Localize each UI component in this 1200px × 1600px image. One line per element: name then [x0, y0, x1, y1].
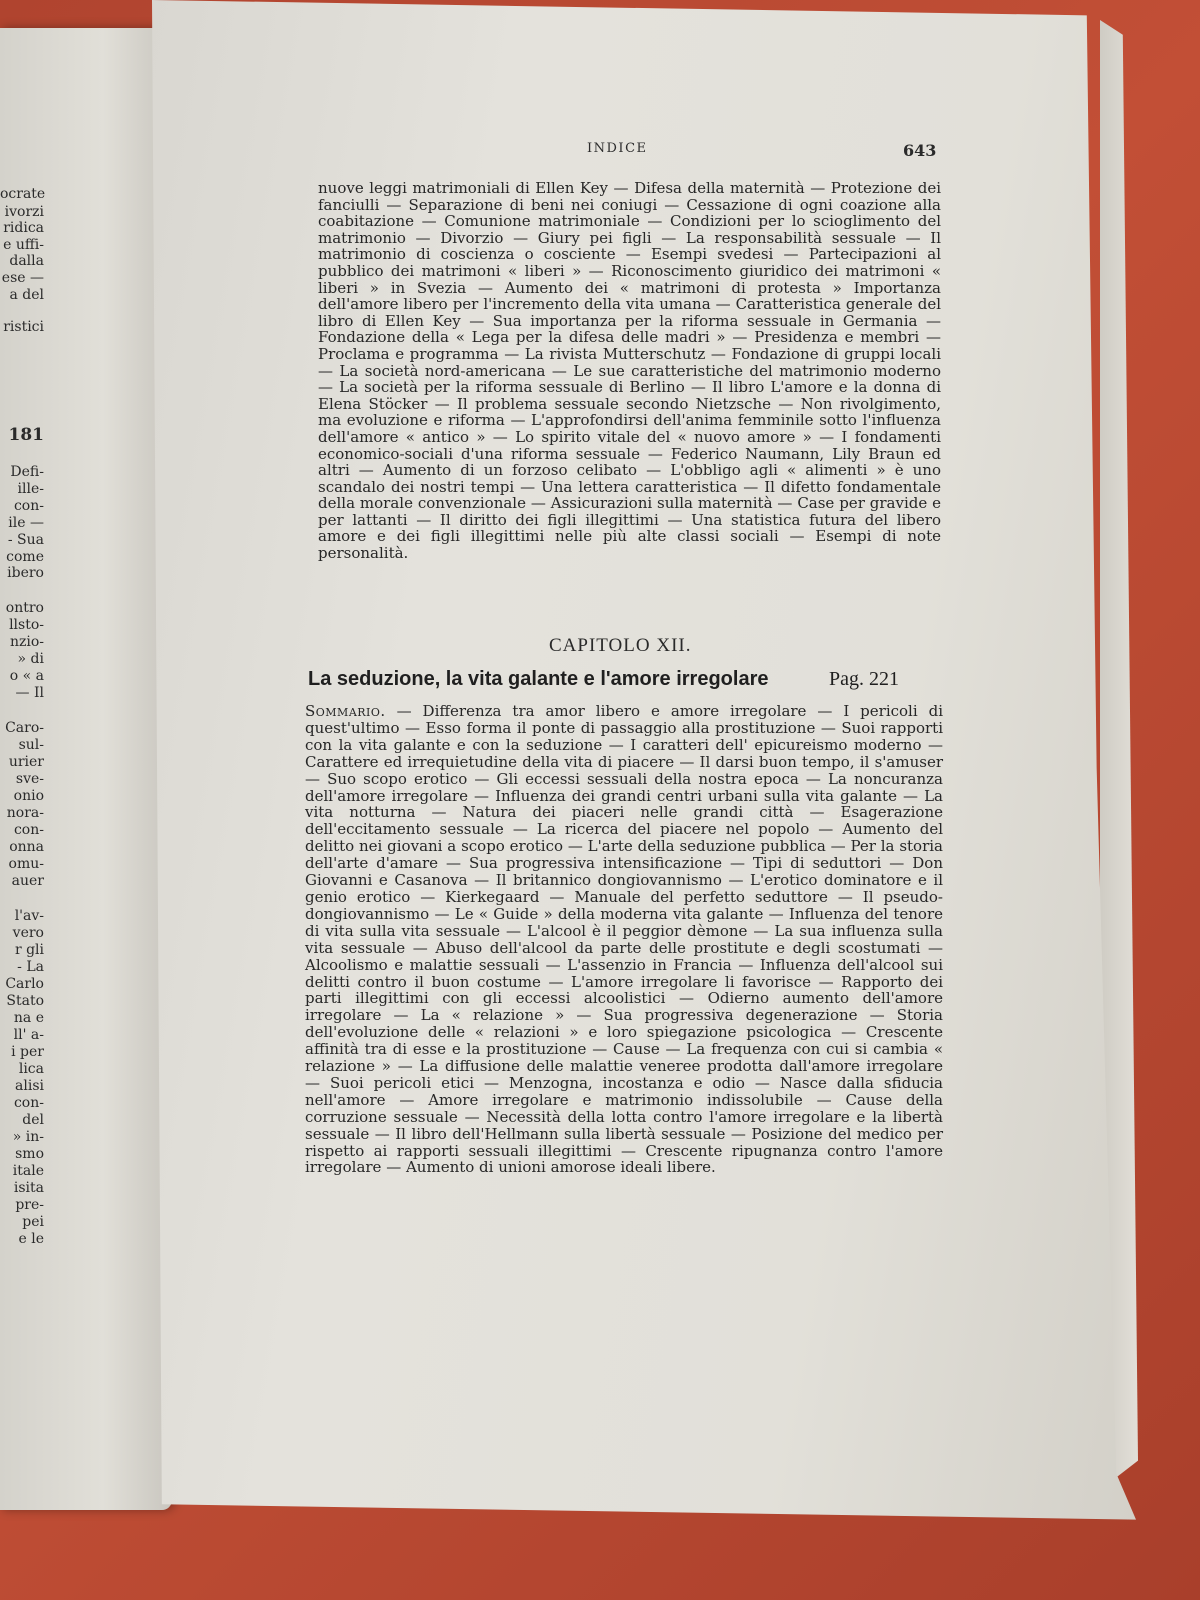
previous-page-line: del [22, 1112, 44, 1128]
previous-page [0, 28, 172, 1510]
previous-page-line: auer [11, 873, 44, 889]
page-number: 643 [903, 141, 937, 160]
previous-page-line: llsto- [9, 617, 44, 633]
previous-page-line: » in- [12, 1129, 44, 1145]
previous-page-line: ivorzi [4, 204, 44, 220]
previous-page-line: Carlo [5, 976, 44, 992]
previous-page-line: ridica [3, 220, 44, 236]
previous-page-line: r gli [14, 942, 44, 958]
running-head: INDICE [587, 141, 648, 156]
previous-page-line: onio [13, 788, 44, 804]
previous-page-line: nora- [6, 805, 44, 821]
previous-page-line: pei [22, 1214, 44, 1230]
previous-page-line: Stato [6, 993, 44, 1009]
previous-page-line: itale [12, 1163, 44, 1179]
previous-page-line: alisi [15, 1078, 44, 1094]
previous-page-line: » di [17, 651, 44, 667]
previous-page-line: ile — [8, 515, 44, 531]
previous-page-line: ibero [7, 565, 44, 581]
previous-page-line: - La [17, 959, 44, 975]
previous-page-line: pre- [15, 1197, 44, 1213]
previous-page-line: onna [9, 839, 44, 855]
previous-page-line: ll' a- [13, 1027, 44, 1043]
previous-page-line: ontro [5, 600, 44, 616]
previous-page-line: con- [13, 1095, 44, 1111]
previous-page-line: i per [11, 1044, 44, 1060]
previous-page-line: - Sua [7, 532, 44, 548]
previous-page-line: smo [15, 1146, 44, 1162]
chapter-page-ref: Pag. 221 [829, 668, 899, 690]
previous-page-line: e uffi- [3, 237, 44, 253]
previous-page-line: come [6, 549, 44, 565]
previous-page-line: con- [13, 498, 44, 514]
previous-page-line: con- [13, 822, 44, 838]
previous-page-line: vero [12, 925, 44, 941]
previous-page-line: — Il [15, 685, 44, 701]
previous-page-line: urier [8, 754, 44, 770]
previous-page-line: Defi- [10, 464, 44, 480]
previous-page-line: sve- [15, 771, 44, 787]
previous-page-number: 181 [8, 425, 44, 445]
previous-page-line: ese — [1, 270, 44, 286]
previous-page-line: Caro- [5, 720, 44, 736]
previous-page-line: ristici [3, 319, 44, 335]
chapter-title: La seduzione, la vita galante e l'amore irregolare [308, 668, 769, 690]
previous-page-line: isita [13, 1180, 44, 1196]
previous-page-line: dalla [9, 253, 44, 269]
previous-page-line: sul- [18, 737, 44, 753]
previous-page-line: ille- [17, 481, 44, 497]
previous-page-line: e le [18, 1231, 44, 1247]
continuation-paragraph [318, 180, 941, 562]
continuation-text: nuove leggi matrimoniali di Ellen Key — Difesa della maternità — Protezione dei fanciulli — Separazione di beni nei coniugi — Cessazione di ogni coazione alla coabitazione — Comunione matrimoniale — Condizioni per lo scioglimento del matrimonio — Divorzio — Giury pei figli — La responsabilità sessuale — Il matrimonio di coscienza o cosciente — Esempi svedesi — Partecipazioni al pubblico dei matrimoni « liberi » — Riconoscimento giuridico dei matrimoni « liberi » in Svezia — Aumento dei « matrimoni di protesta » Importanza dell'amore libero per l'incremento della vita umana — Caratteristica generale del libro di Ellen Key — Sua importanza per la riforma sessuale in Germania — Fondazione della « Lega per la difesa delle madri » — Presidenza e membri — Proclama e programma — La rivista Mutterschutz — Fondazione di gruppi locali — La società nord-americana — Le sue caratteristiche del matrimonio moderno — La società per la riforma sessuale di Berlino — Il libro L'amore e la donna di Elena Stöcker — Il problema sessuale secondo Nietzsche — Non rivolgimento, ma evoluzione e riforma — L'approfondirsi dell'anima femminile sotto l'influenza dell'amore « antico » — Lo spirito vitale del « nuovo amore » — I fondamenti economico-sociali d'una riforma sessuale — Federico Naumann, Lily Braun ed altri — Aumento di un forzoso celibato — L'obbligo agli « alimenti » è uno scandalo dei nostri tempi — Una lettera caratteristica — Il difetto fondamentale della morale convenzionale — Assicurazioni sulla maternità — Case per gravide e per lattanti — Il diritto dei figli illegittimi — Una statistica futura del libero amore e dei figli illegittimi nelle più alte classi sociali — Esempi di note personalità. [318, 179, 941, 563]
previous-page-line: nzio- [9, 634, 44, 650]
chapter-summary [305, 703, 943, 1176]
previous-page-line: na e [13, 1010, 44, 1026]
summary-text: — Differenza tra amor libero e amore irregolare — I pericoli di quest'ultimo — Esso forma il ponte di passaggio alla prostituzione — Suoi rapporti con la vita galante e con la seduzione — I caratteri dell' epicureismo moderno — Carattere ed irrequietudine della vita di piacere — Il darsi buon tempo, il s'amuser — Suo scopo erotico — Gli eccessi sessuali della nostra epoca — La noncuranza dell'amore irregolare — Influenza dei grandi centri urbani sulla vita galante — La vita notturna — Natura dei piaceri nelle grandi città — Esagerazione dell'eccitamento sessuale — La ricerca del piacere nel popolo — Aumento del delitto nei giovani a scopo erotico — L'arte della seduzione pubblica — Per la storia dell'arte d'amare — Sua progressiva intensificazione — Tipi di seduttori — Don Giovanni e Casanova — Il britannico dongiovannismo — L'erotico dominatore e il genio erotico — Kierkegaard — Manuale del perfetto seduttore — Il pseudo-dongiovannismo — Le « Guide » della moderna vita galante — Influenza del tenore di vita sulla vita sessuale — L'alcool è il peggior dèmone — La sua influenza sulla vita sessuale — Abuso dell'alcool da parte delle prostitute e degli scostumati — Alcoolismo e malattie sessuali — L'assenzio in Francia — Influenza dell'alcool sui delitti contro il buon costume — L'amore irregolare li favorisce — Rapporto dei parti illegittimi con gli eccessi alcoolistici — Odierno aumento dell'amore irregolare — La « relazione » — Sua progressiva degenerazione — Storia dell'evoluzione delle « relazioni » e loro spiegazione psicologica — Crescente affinità tra di esse e la prostituzione — Cause — La frequenza con cui si cambia « relazione » — La diffusione delle malattie veneree prodotta dall'amore irregolare — Suoi pericoli etici — Menzogna, incostanza e odio — Nasce dalla sfiducia nell'amore — Amore irregolare e matrimonio indissolubile — Cause della corruzione sessuale — Necessità della lotta contro l'amore irregolare e la libertà sessuale — Il libro dell'Hellmann sulla libertà sessuale — Posizione del medico per rispetto ai rapporti sessuali illegittimi — Crescente ripugnanza contro l'amore irregolare — Aumento di unioni amorose ideali libere. [305, 702, 943, 1177]
previous-page-line: o « a [9, 668, 44, 684]
chapter-heading: CAPITOLO XII. [549, 635, 692, 656]
previous-page-line: l'av- [14, 908, 44, 924]
previous-page-line: omu- [8, 856, 44, 872]
previous-page-line: ocrate [0, 186, 46, 202]
summary-label: Sommario. [305, 702, 386, 720]
previous-page-line: lica [18, 1061, 44, 1077]
previous-page-line: a del [9, 287, 44, 303]
